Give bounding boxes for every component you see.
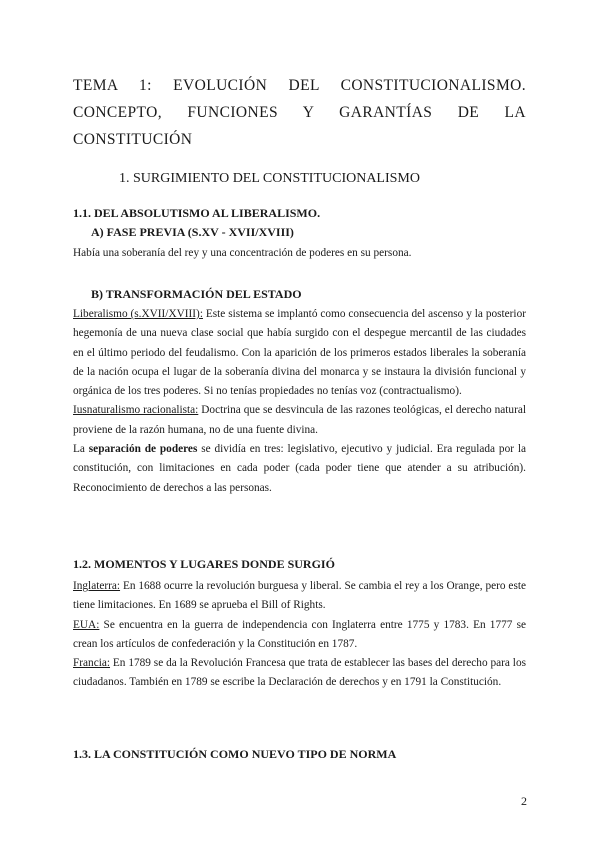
title-line-2: CONCEPTO, FUNCIONES Y GARANTÍAS DE LA bbox=[73, 104, 526, 121]
title-line-1: TEMA 1: EVOLUCIÓN DEL CONSTITUCIONALISMO. bbox=[73, 77, 526, 94]
liberalismo-text: Este sistema se implantó como consecuencia del ascenso y la posterior hegemonía de una nueva clase social que había surgido con el despegue mercantil de las ciudades en el último periodo del feudalismo. Con la aparición de los primeros estados liberales la soberanía de la nación ocupa el lugar de la soberanía divina del monarca y se instaura la división funcional y orgánica de los tres poderes. Si no tenías propiedades no tenías voz (contractualismo). bbox=[73, 308, 526, 398]
francia-label: Francia: bbox=[73, 657, 111, 670]
eua-paragraph bbox=[73, 616, 526, 655]
separacion-paragraph bbox=[73, 440, 526, 498]
fase-previa-text: Había una soberanía del rey y una concentración de poderes en su persona. bbox=[73, 247, 412, 259]
transformacion-heading: B) TRANSFORMACIÓN DEL ESTADO bbox=[91, 287, 302, 301]
eua-text: Se encuentra en la guerra de independencia con Inglaterra entre 1775 y 1783. En 1777 se crean los artículos de confederación y la Constitución en 1787. bbox=[73, 618, 526, 650]
momentos-paragraphs bbox=[73, 577, 526, 693]
subsection-1-2-heading: 1.2. MOMENTOS Y LUGARES DONDE SURGIÓ bbox=[73, 557, 335, 571]
separacion-bold: separación de poderes bbox=[88, 443, 198, 456]
subsection-1-3-heading: 1.3. LA CONSTITUCIÓN COMO NUEVO TIPO DE NORMA bbox=[73, 747, 397, 761]
liberalismo-label: Liberalismo (s.XVII/XVIII): bbox=[73, 308, 203, 320]
page-title bbox=[73, 72, 526, 153]
subsection-1-1-heading: 1.1. DEL ABSOLUTISMO AL LIBERALISMO. bbox=[73, 206, 321, 220]
francia-paragraph bbox=[73, 654, 526, 693]
liberalismo-paragraph bbox=[73, 305, 526, 401]
separacion-text: se dividía en tres: legislativo, ejecutivo y judicial. Era regulada por la constitución, con limitaciones en cada poder (cada poder tiene que atender a su atribución). Reconocimiento de derechos a las personas. bbox=[73, 443, 526, 494]
fase-previa-paragraph bbox=[73, 244, 526, 263]
inglaterra-text: En 1688 ocurre la revolución burguesa y liberal. Se cambia el rey a los Orange, pero este tiene limitaciones. En 1689 se aprueba el Bill of Rights. bbox=[73, 580, 526, 612]
inglaterra-paragraph bbox=[73, 577, 526, 616]
eua-label: EUA: bbox=[73, 618, 100, 631]
iusnaturalismo-text: Doctrina que se desvincula de las razones teológicas, el derecho natural proviene de la razón humana, no de una fuente divina. bbox=[73, 404, 526, 436]
separacion-prefix: La bbox=[73, 443, 89, 456]
inglaterra-label: Inglaterra: bbox=[73, 580, 121, 592]
transformacion-paragraphs bbox=[73, 305, 526, 498]
title-line-3: CONSTITUCIÓN bbox=[73, 131, 193, 148]
iusnaturalismo-paragraph bbox=[73, 401, 526, 440]
francia-text: En 1789 se da la Revolución Francesa que trata de establecer las bases del derecho para los ciudadanos. También en 1789 se escribe la Declaración de derechos y en 1791 la Constitución. bbox=[73, 657, 526, 689]
iusnaturalismo-label: Iusnaturalismo racionalista: bbox=[73, 404, 199, 417]
section-1-heading: 1. SURGIMIENTO DEL CONSTITUCIONALISMO bbox=[119, 171, 420, 186]
fase-previa-heading: A) FASE PREVIA (S.XV - XVII/XVIII) bbox=[91, 225, 294, 239]
page-number: 2 bbox=[521, 794, 527, 808]
